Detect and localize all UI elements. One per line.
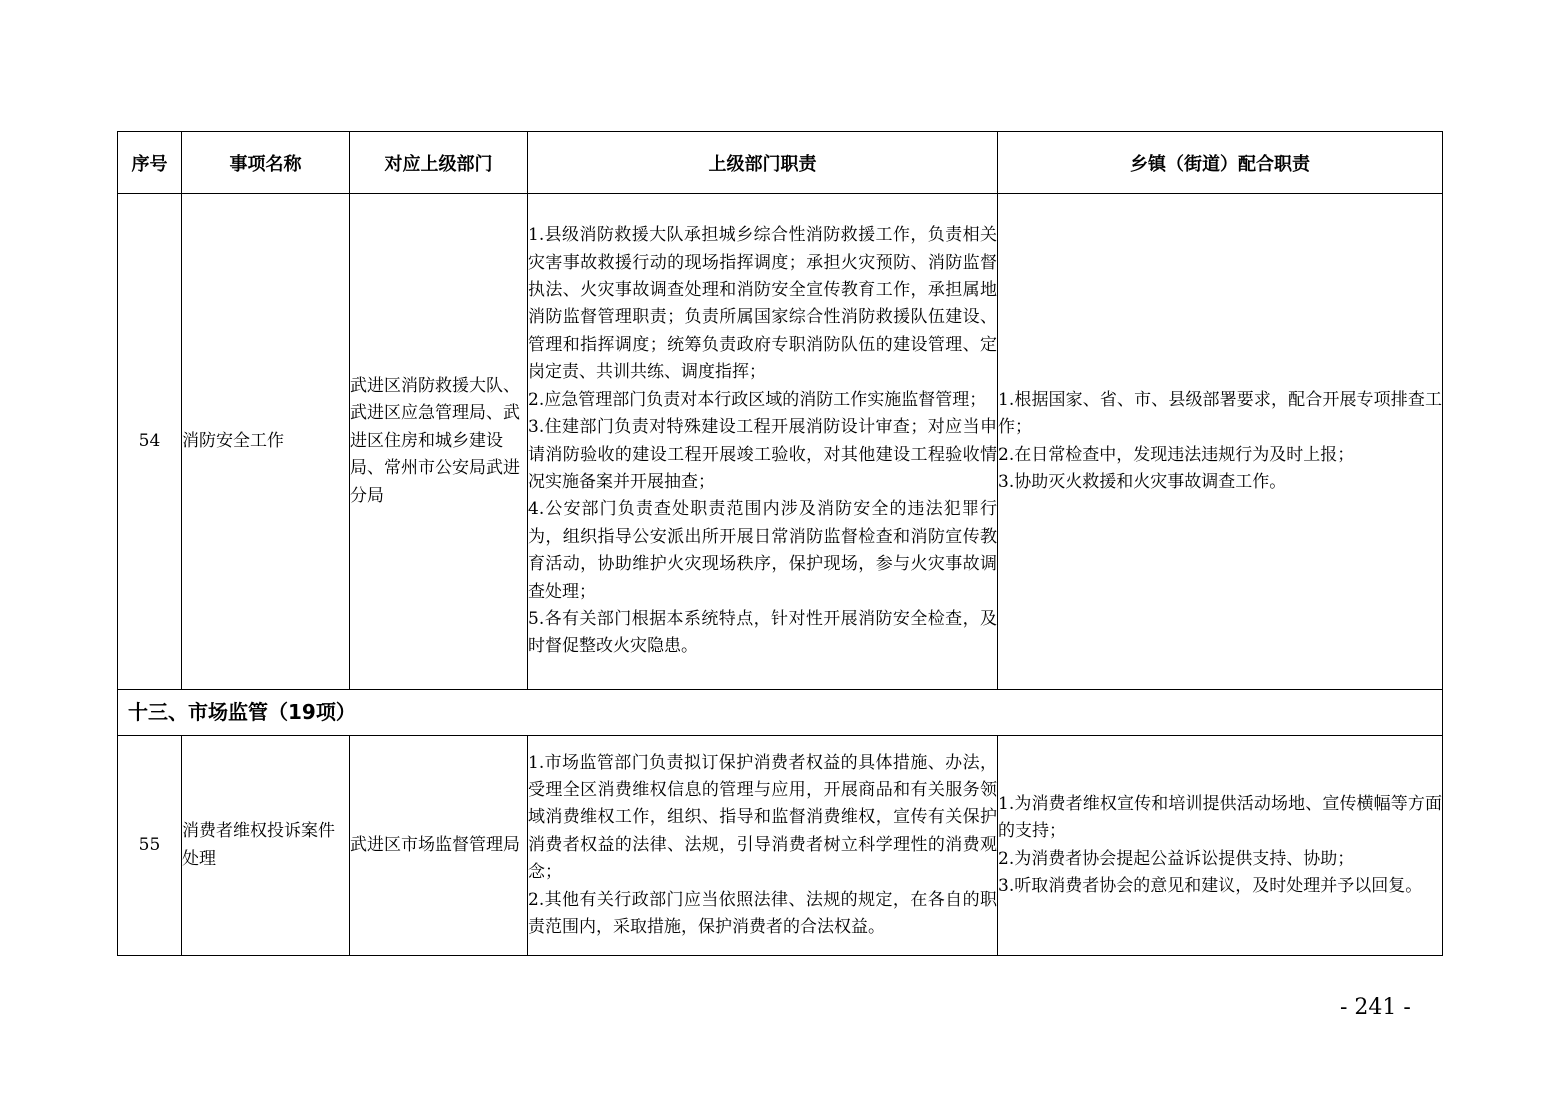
row-superior-dept: 武进区消防救援大队、武进区应急管理局、武进区住房和城乡建设局、常州市公安局武进分局 — [350, 194, 528, 690]
row-seq: 54 — [118, 194, 182, 690]
row-town-coop-duty — [998, 194, 1443, 690]
header-seq: 序号 — [118, 132, 182, 194]
duty-item: 5.各有关部门根据本系统特点，针对性开展消防安全检查，及时督促整改火灾隐患。 — [528, 608, 997, 657]
row-item-name: 消防安全工作 — [182, 194, 350, 690]
page-number: - 241 - — [1340, 995, 1411, 1020]
row-superior-dept: 武进区市场监督管理局 — [350, 736, 528, 956]
header-superior-dept: 对应上级部门 — [350, 132, 528, 194]
coop-item: 1.根据国家、省、市、县级部署要求，配合开展专项排查工作； — [998, 389, 1442, 438]
duty-item: 2.应急管理部门负责对本行政区域的消防工作实施监督管理； — [528, 389, 987, 410]
duty-item: 2.其他有关行政部门应当依照法律、法规的规定，在各自的职责范围内，采取措施，保护消费者的合法权益。 — [528, 889, 997, 938]
table-header-row — [118, 132, 1443, 194]
section-title: 十三、市场监管（19项） — [118, 690, 1443, 736]
coop-item: 3.听取消费者协会的意见和建议，及时处理并予以回复。 — [998, 875, 1423, 896]
duty-item: 3.住建部门负责对特殊建设工程开展消防设计审查；对应当申请消防验收的建设工程开展竣工验收，对其他建设工程验收情况实施备案并开展抽查； — [528, 417, 997, 492]
header-town-coop-duty: 乡镇（街道）配合职责 — [998, 132, 1443, 194]
header-item-name: 事项名称 — [182, 132, 350, 194]
coop-item: 3.协助灭火救援和火灾事故调查工作。 — [998, 471, 1287, 492]
duties-table — [117, 131, 1443, 956]
duty-item: 4.公安部门负责查处职责范围内涉及消防安全的违法犯罪行为，组织指导公安派出所开展日常消防监督检查和消防宣传教育活动，协助维护火灾现场秩序，保护现场，参与火灾事故调查处理； — [528, 499, 997, 602]
duty-item: 1.市场监管部门负责拟订保护消费者权益的具体措施、办法，受理全区消费维权信息的管理与应用，开展商品和有关服务领域消费维权工作，组织、指导和监督消费维权，宣传有关保护消费者权益的法律、法规，引导消费者树立科学理性的消费观念； — [528, 752, 997, 883]
coop-item: 2.在日常检查中，发现违法违规行为及时上报； — [998, 444, 1355, 465]
row-superior-duty — [528, 736, 998, 956]
coop-item: 1.为消费者维权宣传和培训提供活动场地、宣传横幅等方面的支持； — [998, 793, 1442, 842]
row-item-name: 消费者维权投诉案件处理 — [182, 736, 350, 956]
duty-item: 1.县级消防救援大队承担城乡综合性消防救援工作，负责相关灾害事故救援行动的现场指挥调度；承担火灾预防、消防监督执法、火灾事故调查处理和消防安全宣传教育工作，承担属地消防监督管理职责；负责所属国家综合性消防救援队伍建设、管理和指挥调度；统筹负责政府专职消防队伍的建设管理、定岗定责、共训共练、调度指挥； — [528, 225, 997, 383]
row-town-coop-duty — [998, 736, 1443, 956]
table-row — [118, 736, 1443, 956]
header-superior-duty: 上级部门职责 — [528, 132, 998, 194]
table-row — [118, 194, 1443, 690]
section-row — [118, 690, 1443, 736]
row-seq: 55 — [118, 736, 182, 956]
row-superior-duty — [528, 194, 998, 690]
coop-item: 2.为消费者协会提起公益诉讼提供支持、协助； — [998, 848, 1355, 869]
